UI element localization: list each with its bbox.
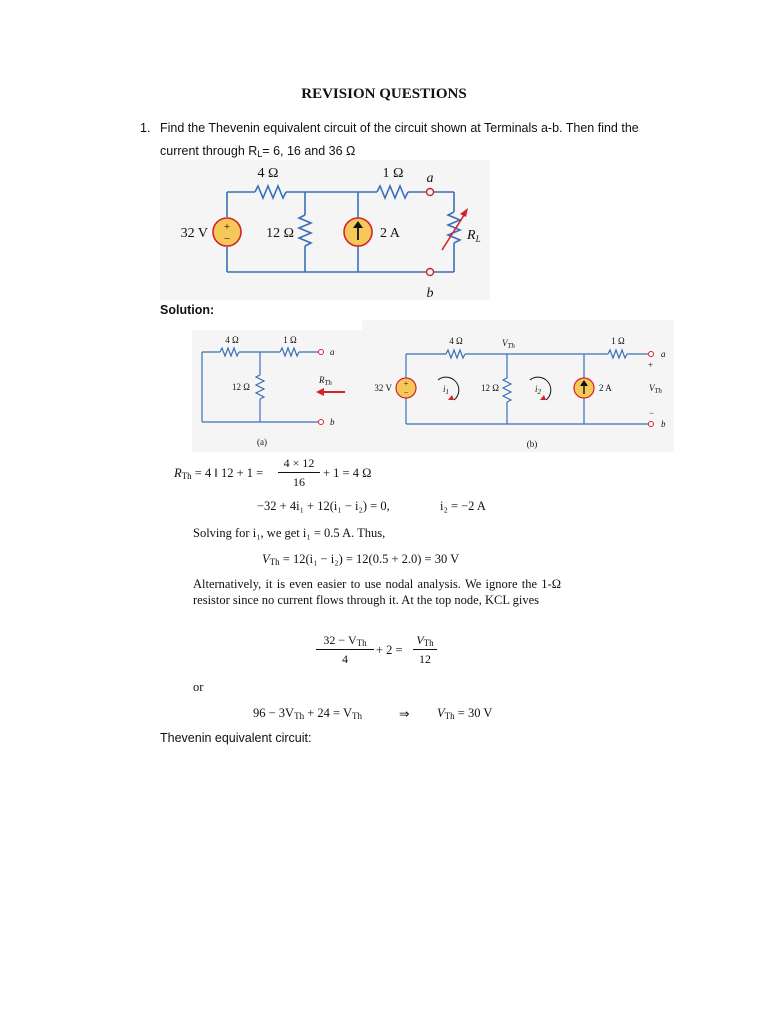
svg-text:2 A: 2 A: [599, 383, 612, 393]
solution-label: Solution:: [160, 303, 215, 317]
svg-text:a: a: [330, 347, 335, 357]
circuit-diagram-main: [160, 160, 490, 300]
svg-text:a: a: [661, 349, 666, 359]
svg-text:b: b: [330, 417, 335, 427]
resistor-12-label: 12 Ω: [266, 226, 294, 241]
page-title: REVISION QUESTIONS: [301, 86, 467, 102]
eq-final-result: $V_{Th} = 30$ V: [437, 706, 493, 721]
svg-text:32 V: 32 V: [374, 383, 392, 393]
eq-kcl-mid: + 2 =: [376, 643, 403, 657]
svg-text:12 Ω: 12 Ω: [481, 383, 499, 393]
eq-kcl-fraction-left: $32 - V_{Th}$ 4: [316, 633, 374, 667]
svg-text:+: +: [403, 379, 409, 388]
svg-text:b: b: [661, 419, 666, 429]
svg-text:RTh: $R_{Th}$: [319, 375, 332, 387]
current-source-icon: [344, 218, 372, 246]
or-text: or: [193, 680, 204, 694]
resistor-1-label: 1 Ω: [382, 166, 404, 181]
question-text-line1: Find the Thevenin equivalent circuit of the circuit shown at Terminals a-b. Then find the: [160, 121, 639, 135]
svg-text:4 Ω: 4 Ω: [449, 336, 463, 346]
svg-text:(b): (b): [526, 439, 538, 449]
eq-kcl-fraction-right: $V_{Th}$ 12: [413, 633, 437, 667]
svg-text:−: −: [223, 233, 231, 245]
thevenin-circuit-label: Thevenin equivalent circuit:: [160, 731, 312, 745]
eq-mesh-left: −32 + 4i₁ + 12(i₁ − i₂) = 0,: [257, 499, 390, 513]
svg-text:12 Ω: 12 Ω: [232, 382, 250, 392]
question-number: 1.: [140, 121, 151, 135]
eq-rth-rhs: + 1 = 4 Ω: [323, 466, 372, 480]
eq-final-arrow: ⇒: [399, 707, 410, 721]
svg-text:i1: $i_1$: [442, 384, 450, 396]
terminal-a-label: a: [426, 171, 434, 186]
eq-mesh-right: i₂ = −2 A: [440, 499, 486, 513]
voltage-source-icon: [213, 218, 241, 246]
solving-text: Solving for i₁, we get i₁ = 0.5 A. Thus,: [193, 526, 386, 540]
eq-rth-lhs: $R_{Th} = 4$ ‖ 12 + 1 =: [174, 466, 264, 481]
circuit-diagram-a: [192, 330, 362, 452]
svg-text:(a): (a): [257, 437, 267, 447]
eq-rth-fraction: $\frac{4 \times 12}{16}$: [278, 456, 320, 490]
svg-text:VTh: $V_{Th}$: [649, 383, 662, 395]
svg-text:−: −: [649, 408, 655, 418]
terminal-b-label: b: [426, 286, 434, 300]
question-text-line2: current through $R_L= 6$, 16 and 36 Ω: [160, 144, 356, 159]
svg-text:1 Ω: 1 Ω: [283, 335, 297, 345]
svg-text:VTh: $V_{Th}$: [502, 338, 515, 350]
svg-text:1 Ω: 1 Ω: [611, 336, 625, 346]
eq-vth: $V_{Th} = 12(i_1 - i_2) = 12(0.5 + 2.0) = 30$ V: [262, 552, 460, 567]
svg-text:+: +: [648, 360, 654, 370]
current-source-label: 2 A: [380, 226, 400, 241]
nodal-paragraph: Alternatively, it is even easier to use nodal analysis. We ignore the 1-Ω resistor since no current flows through it. At the top node, KCL gives: [193, 577, 561, 607]
load-resistor-label: $R_L$: [467, 228, 481, 244]
svg-text:−: −: [403, 388, 409, 397]
circuit-diagram-b: [362, 320, 674, 452]
svg-text:+: +: [223, 221, 231, 233]
voltage-source-label: 32 V: [180, 226, 208, 241]
resistor-4-label: 4 Ω: [257, 166, 279, 181]
eq-final: $96 - 3V_{Th} + 24 = V_{Th}$: [253, 706, 362, 721]
svg-text:i2: $i_2$: [534, 384, 542, 396]
svg-text:4 Ω: 4 Ω: [225, 335, 239, 345]
